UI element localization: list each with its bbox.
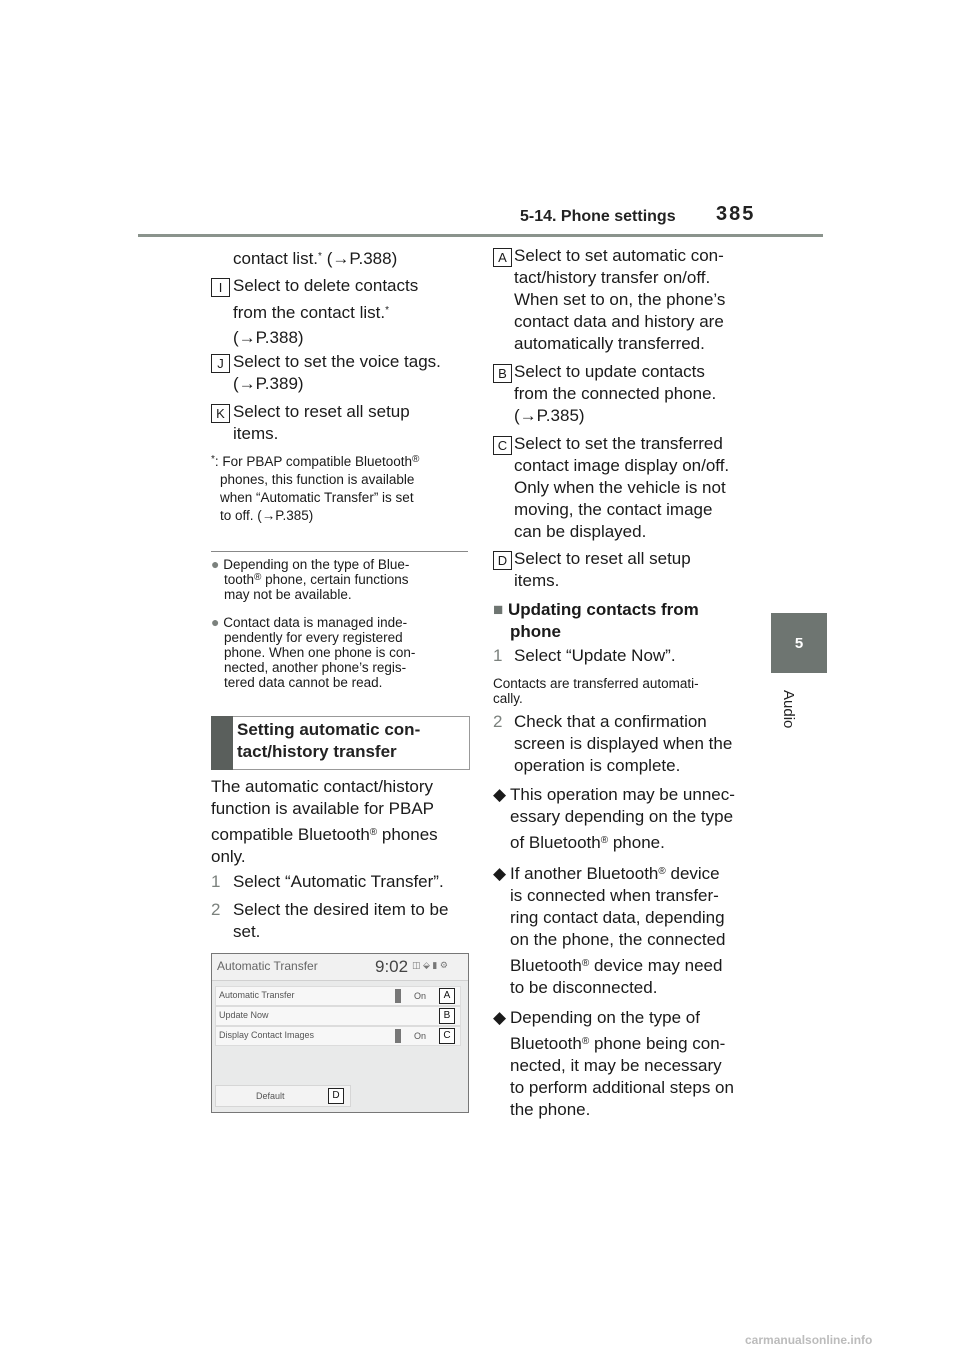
bullet-1-line2: essary depending on the type	[510, 807, 734, 826]
screen-clock: 9:02	[375, 957, 409, 976]
continued-text: contact list.	[233, 249, 319, 268]
screen-row-automatic-transfer[interactable]	[215, 986, 461, 1006]
callout-label-i: I	[211, 278, 230, 297]
note-1-line1: Depending on the type of Blue-	[223, 557, 410, 572]
bullet-2-line5b: device may need	[589, 956, 723, 975]
chapter-label: Audio	[780, 690, 797, 729]
item-i-line2: from the contact list.	[233, 303, 386, 322]
watermark: carmanualsonline.info	[745, 1333, 873, 1347]
item-i-ref: (→P.388)	[233, 328, 304, 347]
item-j-line1: Select to set the voice tags.	[233, 352, 441, 371]
section-heading-bar	[211, 716, 233, 770]
footnote-marker: *	[211, 454, 215, 465]
item-c-line3: Only when the vehicle is not	[514, 478, 726, 497]
bullet-2	[493, 863, 753, 999]
registered-mark: ®	[581, 958, 590, 969]
bullet-2-line1b: device	[665, 864, 720, 883]
status-icons: ◫ ⬙ ▮ ⚙	[412, 960, 448, 970]
note-2	[211, 615, 471, 690]
row-label: Display Contact Images	[219, 1030, 315, 1040]
callout-tag-d: D	[328, 1088, 344, 1104]
item-b-line2: from the connected phone.	[514, 384, 717, 403]
bullet-3-line1: Depending on the type of	[510, 1008, 700, 1027]
notes-divider	[211, 551, 468, 552]
toggle-value: On	[414, 991, 427, 1001]
callout-label-d: D	[493, 551, 512, 570]
subheading	[493, 599, 699, 643]
square-bullet-icon: ■	[493, 600, 504, 619]
row-label: Update Now	[219, 1010, 269, 1020]
bullet-dot-icon: ●	[211, 614, 220, 630]
bullet-1-line3: of Bluetooth	[510, 833, 601, 852]
step-2-line3: operation is complete.	[514, 756, 681, 775]
note-1-line2b: phone, certain functions	[261, 572, 409, 587]
bullet-3-line2b: phone being con-	[589, 1034, 726, 1053]
footnote-line4: to off. (→P.385)	[220, 508, 314, 523]
step-number: 2	[211, 900, 221, 919]
registered-mark: ®	[600, 835, 609, 846]
callout-tag-c: C	[439, 1028, 455, 1044]
intro-line3b: phones	[377, 825, 438, 844]
callout-label-a: A	[493, 248, 512, 267]
footnote	[211, 453, 471, 525]
item-i-desc	[233, 275, 418, 349]
note-1-line2: tooth	[224, 572, 255, 587]
footnote-line3: when “Automatic Transfer” is set	[220, 490, 414, 505]
left-step-2	[211, 899, 471, 941]
row-label: Automatic Transfer	[219, 990, 295, 1000]
intro-line4: only.	[211, 847, 246, 866]
subheading-line2: phone	[510, 622, 561, 641]
note-2-line1: Contact data is managed inde-	[223, 615, 408, 630]
section-heading	[237, 719, 420, 763]
callout-tag-a: A	[439, 988, 455, 1004]
registered-mark: ®	[369, 827, 378, 838]
item-a-line5: automatically transferred.	[514, 334, 705, 353]
step-note-line1: Contacts are transferred automati-	[493, 676, 699, 691]
bullet-1-line3b: phone.	[608, 833, 665, 852]
step-1-note	[493, 676, 753, 706]
right-step-2	[493, 711, 753, 775]
note-2-line5: tered data cannot be read.	[224, 675, 383, 690]
bullet-dot-icon: ●	[211, 556, 220, 572]
left-step-1	[211, 871, 471, 893]
page-ref: (→P.388)	[326, 249, 398, 268]
screen-row-update-now[interactable]	[215, 1006, 461, 1026]
item-d-desc	[514, 548, 691, 592]
header-rule	[138, 234, 823, 237]
item-k-line1: Select to reset all setup	[233, 402, 410, 421]
item-c-line5: can be displayed.	[514, 522, 647, 541]
bullet-2-line5: Bluetooth	[510, 956, 582, 975]
footnote-line2: phones, this function is available	[220, 472, 415, 487]
callout-label-k: K	[211, 404, 230, 423]
bullet-1	[493, 784, 753, 854]
intro-line3: compatible Bluetooth	[211, 825, 370, 844]
bullet-3-line5: the phone.	[510, 1100, 591, 1119]
note-1-line3: may not be available.	[224, 587, 352, 602]
screen-title: Automatic Transfer	[217, 959, 318, 973]
continued-line	[233, 248, 397, 270]
item-k-line2: items.	[233, 424, 279, 443]
step-2-line2: screen is displayed when the	[514, 734, 733, 753]
section-heading-line1: Setting automatic con-	[237, 720, 421, 739]
item-j-ref: (→P.389)	[233, 374, 304, 393]
item-j-desc	[233, 351, 441, 395]
bullet-2-line3: ring contact data, depending	[510, 908, 725, 927]
item-c-line1: Select to set the transferred	[514, 434, 723, 453]
note-1	[211, 557, 471, 602]
step-2-line2: set.	[233, 922, 261, 941]
callout-tag-b: B	[439, 1008, 455, 1024]
bullet-2-line1: If another Bluetooth	[510, 864, 659, 883]
bullet-3-line4: to perform additional steps on	[510, 1078, 734, 1097]
footnote-line1: : For PBAP compatible Bluetooth	[214, 454, 413, 469]
callout-label-b: B	[493, 364, 512, 383]
toggle-indicator	[395, 1029, 401, 1043]
bullet-3-line3: nected, it may be necessary	[510, 1056, 722, 1075]
registered-mark: ®	[412, 454, 420, 465]
step-number: 1	[493, 646, 503, 665]
bullet-2-line2: is connected when transfer-	[510, 886, 719, 905]
note-2-line4: nected, another phone’s regis-	[224, 660, 407, 675]
section-heading-line2: tact/history transfer	[237, 742, 397, 761]
footnote-marker: *	[385, 305, 390, 316]
step-2-line1: Select the desired item to be	[233, 900, 449, 919]
item-a-desc	[514, 245, 725, 355]
item-d-line2: items.	[514, 571, 560, 590]
item-a-line2: tact/history transfer on/off.	[514, 268, 711, 287]
item-b-line1: Select to update contacts	[514, 362, 705, 381]
toggle-indicator	[395, 989, 401, 1003]
item-d-line1: Select to reset all setup	[514, 549, 691, 568]
toggle-value: On	[414, 1031, 427, 1041]
diamond-bullet-icon: ◆	[493, 785, 507, 804]
footnote-marker: *	[318, 251, 322, 262]
step-text: Select “Automatic Transfer”.	[233, 872, 444, 891]
item-a-line3: When set to on, the phone’s	[514, 290, 726, 309]
default-label: Default	[256, 1091, 285, 1101]
intro-line2: function is available for PBAP	[211, 799, 435, 818]
subheading-line1: Updating contacts from	[508, 600, 699, 619]
item-k-desc	[233, 401, 410, 445]
step-2-line1: Check that a confirmation	[514, 712, 707, 731]
chapter-tab: 5	[771, 613, 827, 673]
intro-paragraph	[211, 776, 471, 868]
diamond-bullet-icon: ◆	[493, 864, 507, 883]
bullet-3-line2: Bluetooth	[510, 1034, 582, 1053]
bullet-3	[493, 1007, 753, 1121]
bullet-1-line1: This operation may be unnec-	[510, 785, 735, 804]
step-note-line2: cally.	[493, 691, 523, 706]
item-c-desc	[514, 433, 729, 543]
step-text: Select “Update Now”.	[514, 646, 676, 665]
section-title: 5-14. Phone settings	[520, 208, 676, 225]
step-number: 1	[211, 872, 221, 891]
item-c-line2: contact image display on/off.	[514, 456, 730, 475]
diamond-bullet-icon: ◆	[493, 1008, 507, 1027]
bullet-2-line4: on the phone, the connected	[510, 930, 726, 949]
intro-line1: The automatic contact/history	[211, 777, 434, 796]
note-2-line2: pendently for every registered	[224, 630, 403, 645]
callout-label-j: J	[211, 354, 230, 373]
registered-mark: ®	[254, 572, 262, 583]
item-b-desc	[514, 361, 716, 427]
step-number: 2	[493, 712, 503, 731]
item-a-line1: Select to set automatic con-	[514, 246, 724, 265]
right-step-1	[493, 645, 753, 667]
bullet-2-line6: to be disconnected.	[510, 978, 658, 997]
screen-image	[211, 953, 469, 1113]
registered-mark: ®	[581, 1036, 590, 1047]
screen-row-display-contact-images[interactable]	[215, 1026, 461, 1046]
page-number: 385	[716, 203, 756, 225]
note-2-line3: phone. When one phone is con-	[224, 645, 416, 660]
callout-label-c: C	[493, 436, 512, 455]
item-a-line4: contact data and history are	[514, 312, 724, 331]
registered-mark: ®	[658, 866, 666, 877]
item-i-line1: Select to delete contacts	[233, 276, 419, 295]
item-b-ref: (→P.385)	[514, 406, 585, 425]
screen-title-bar	[212, 954, 468, 981]
item-c-line4: moving, the contact image	[514, 500, 713, 519]
